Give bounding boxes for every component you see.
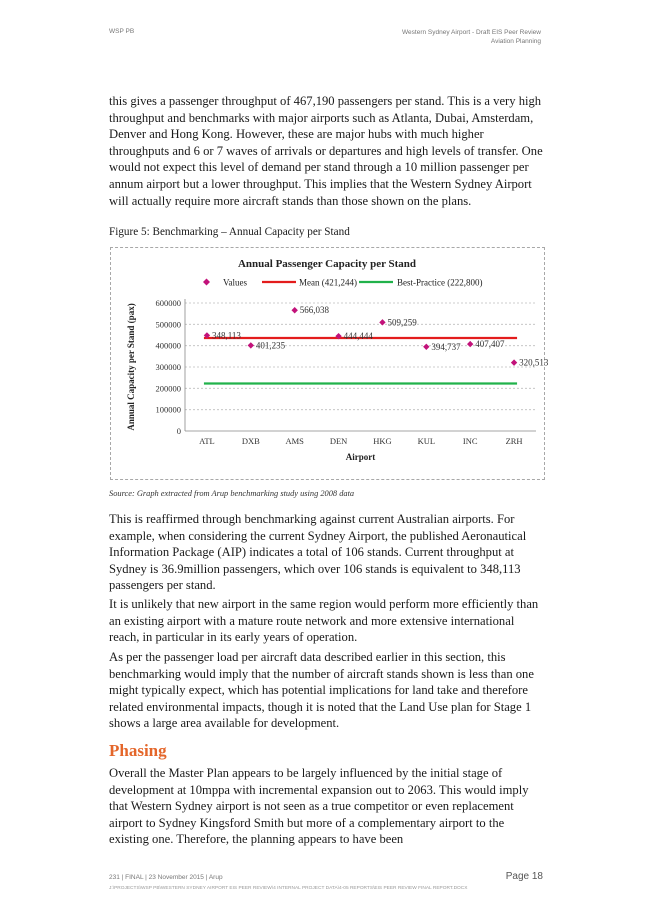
- data-point: [291, 307, 297, 313]
- x-axis-label: Airport: [345, 452, 376, 462]
- data-point: [511, 359, 517, 365]
- y-tick-label: 600000: [155, 298, 181, 308]
- chart-title: Annual Passenger Capacity per Stand: [237, 258, 417, 270]
- paragraph-implications: As per the passenger load per aircraft data described earlier in this section, this benchmarking would imply that the number of aircraft stands shown is less than one might typically expect, which has potential implications for land take and therefore related environmental impacts, though it is noted that the Land Use plan for Stage 1 shows a large area available for development.: [109, 650, 534, 731]
- figure-source: Source: Graph extracted from Arup benchmarking study using 2008 data: [109, 489, 355, 498]
- header-left: WSP PB: [109, 28, 135, 35]
- paragraph-phasing: Overall the Master Plan appears to be largely influenced by the initial stage of development at 10mppa with incremental expansion out to 2063. This would imply that Western Sydney airport is not seen as a true competitor or even replacement airport to Sydney Kingsford Smith but more of a complementary airport to the existing one. Therefore, the planning appears to have been: [109, 766, 529, 847]
- legend-values-label: Values: [223, 277, 247, 288]
- data-label: 444,444: [343, 331, 373, 342]
- y-tick-label: 400000: [155, 340, 181, 351]
- paragraph-benchmarking: This is reaffirmed through benchmarking against current Australian airports. For example, when considering the current Sydney Airport, the published Aeronautical Information Package (AIP) indicates a total of 106 stands. Current throughput at Sydney is 36.9million passengers, which over 106 stands is equivalent to 348,113 passengers per stand.: [109, 512, 527, 593]
- data-point: [248, 342, 254, 348]
- data-label: 401,235: [255, 340, 286, 351]
- footer-path: J:\PROJECTS\WSP PB\WESTERN SYDNEY AIRPORT EIS PEER REVIEW\4 INTERNAL PROJECT DATA\4-05 REPORTS\EIS PEER REVIEW FINAL REPORT.DOCX: [109, 886, 468, 891]
- footer-left: 231 | FINAL | 23 November 2015 | Arup: [109, 874, 223, 881]
- page-number: Page 18: [505, 871, 543, 882]
- header-title: Western Sydney Airport - Draft EIS Peer Review: [402, 29, 541, 36]
- y-tick-label: 0: [176, 426, 181, 436]
- y-tick-label: 300000: [155, 362, 181, 372]
- legend-mean-label: Mean (421,244): [299, 277, 357, 288]
- legend-values-marker: [203, 279, 210, 286]
- y-tick-label: 100000: [155, 404, 181, 415]
- figure-caption: Figure 5: Benchmarking – Annual Capacity per Stand: [109, 226, 350, 238]
- legend-best-label: Best-Practice (222,800): [397, 277, 483, 288]
- x-tick-label: DEN: [329, 436, 348, 446]
- paragraph-throughput: this gives a passenger throughput of 467,190 passengers per stand. This is a very high throughput and benchmarks with major airports such as Atlanta, Dubai, Amsterdam, Denver and Hong Kong. However, these are major hubs with much higher throughputs and 6 or 7 waves of arrivals or departures and high levels of transfer. One would not expect this level of demand per stand through a 10 million passenger per annum airport but a lower throughput. This implies that the Western Sydney Airport will actually require more aircraft stands than those shown on the plans.: [109, 94, 543, 208]
- x-tick-label: KUL: [417, 436, 436, 446]
- data-label: 407,407: [475, 339, 505, 350]
- paragraph-efficiency: It is unlikely that new airport in the same region would perform more efficiently than an existing airport with a mature route network and more extensive international reach, in particular in its early years of operation.: [109, 597, 539, 645]
- y-axis-label: Annual Capacity per Stand (pax): [126, 303, 136, 431]
- data-point: [467, 341, 473, 347]
- data-label: 348,113: [211, 330, 241, 341]
- header-subtitle: Aviation Planning: [490, 38, 541, 45]
- chart-frame: [110, 247, 549, 480]
- header-right: [402, 28, 541, 46]
- capacity-chart: [111, 248, 549, 479]
- x-tick-label: DXB: [241, 436, 260, 446]
- y-tick-label: 500000: [155, 319, 181, 330]
- x-tick-label: ATL: [199, 436, 215, 446]
- data-point: [379, 319, 385, 325]
- y-tick-label: 200000: [155, 383, 181, 394]
- data-point: [423, 344, 429, 350]
- section-heading-phasing: Phasing: [109, 741, 167, 760]
- x-tick-label: ZRH: [505, 436, 523, 446]
- x-tick-label: INC: [462, 436, 478, 446]
- data-label: 320,513: [519, 357, 549, 368]
- data-label: 394,737: [431, 341, 461, 352]
- data-label: 509,259: [387, 317, 417, 328]
- x-tick-label: AMS: [285, 436, 304, 446]
- data-label: 566,038: [299, 305, 329, 316]
- x-tick-label: HKG: [373, 436, 392, 446]
